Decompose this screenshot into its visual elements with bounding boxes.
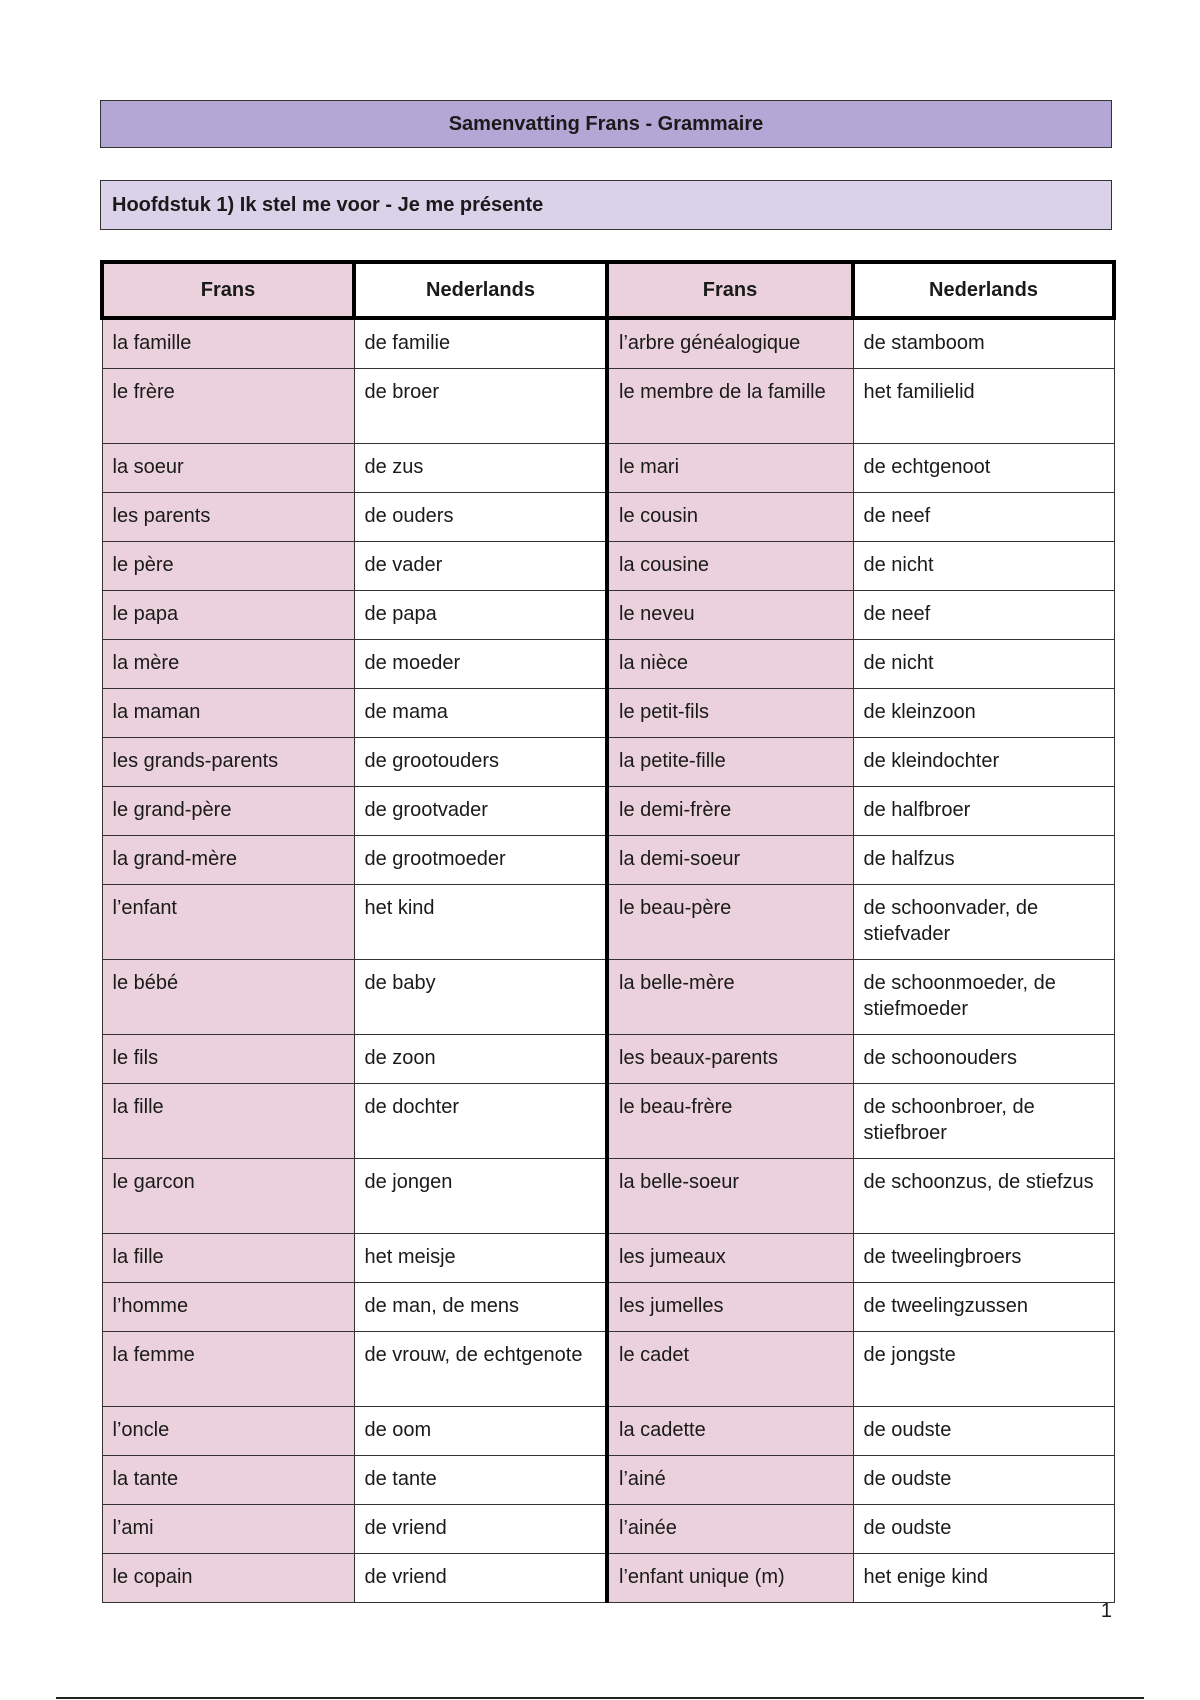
french-word-left: l’homme [102, 1283, 354, 1332]
dutch-word-left: de vriend [354, 1505, 607, 1554]
table-row [102, 542, 1114, 591]
dutch-word-right: de tweelingzussen [853, 1283, 1114, 1332]
french-word-right: le cousin [607, 493, 853, 542]
french-word-right: l’ainée [607, 1505, 853, 1554]
french-word-left: les grands-parents [102, 738, 354, 787]
table-row [102, 885, 1114, 960]
dutch-word-left: de familie [354, 318, 607, 369]
header-french-left: Frans [102, 262, 354, 318]
table-row [102, 1332, 1114, 1407]
french-word-right: les beaux-parents [607, 1035, 853, 1084]
french-word-left: le père [102, 542, 354, 591]
dutch-word-left: de tante [354, 1456, 607, 1505]
french-word-right: le mari [607, 444, 853, 493]
french-word-left: la maman [102, 689, 354, 738]
document-title: Samenvatting Frans - Grammaire [100, 100, 1112, 148]
french-word-left: le copain [102, 1554, 354, 1603]
dutch-word-right: de oudste [853, 1407, 1114, 1456]
dutch-word-left: de man, de mens [354, 1283, 607, 1332]
dutch-word-left: de grootouders [354, 738, 607, 787]
french-word-right: l’ainé [607, 1456, 853, 1505]
dutch-word-right: het enige kind [853, 1554, 1114, 1603]
dutch-word-left: de vader [354, 542, 607, 591]
french-word-right: la cousine [607, 542, 853, 591]
french-word-right: la cadette [607, 1407, 853, 1456]
french-word-right: le demi-frère [607, 787, 853, 836]
dutch-word-left: de zus [354, 444, 607, 493]
table-row [102, 640, 1114, 689]
table-body [102, 318, 1114, 1603]
table-row [102, 1084, 1114, 1159]
french-word-right: le petit-fils [607, 689, 853, 738]
table-row [102, 1505, 1114, 1554]
dutch-word-right: de schoonmoeder, de stiefmoeder [853, 960, 1114, 1035]
table-row [102, 369, 1114, 444]
table-header-row [102, 262, 1114, 318]
dutch-word-left: de broer [354, 369, 607, 444]
table-row [102, 1407, 1114, 1456]
french-word-left: le garcon [102, 1159, 354, 1234]
french-word-left: le papa [102, 591, 354, 640]
dutch-word-right: de nicht [853, 640, 1114, 689]
dutch-word-left: de moeder [354, 640, 607, 689]
dutch-word-right: het familielid [853, 369, 1114, 444]
dutch-word-right: de stamboom [853, 318, 1114, 369]
french-word-left: le frère [102, 369, 354, 444]
dutch-word-left: het meisje [354, 1234, 607, 1283]
french-word-right: le beau-père [607, 885, 853, 960]
dutch-word-right: de schoonzus, de stiefzus [853, 1159, 1114, 1234]
dutch-word-left: de papa [354, 591, 607, 640]
dutch-word-left: de ouders [354, 493, 607, 542]
french-word-right: l’enfant unique (m) [607, 1554, 853, 1603]
table-row [102, 1159, 1114, 1234]
french-word-left: les parents [102, 493, 354, 542]
french-word-left: la soeur [102, 444, 354, 493]
french-word-left: le grand-père [102, 787, 354, 836]
french-word-left: la grand-mère [102, 836, 354, 885]
table-row [102, 738, 1114, 787]
dutch-word-right: de oudste [853, 1505, 1114, 1554]
vocabulary-table [100, 260, 1116, 1603]
dutch-word-right: de neef [853, 493, 1114, 542]
french-word-right: le cadet [607, 1332, 853, 1407]
french-word-right: l’arbre généalogique [607, 318, 853, 369]
french-word-right: la demi-soeur [607, 836, 853, 885]
chapter-heading: Hoofdstuk 1) Ik stel me voor - Je me présente [100, 180, 1112, 230]
french-word-right: les jumeaux [607, 1234, 853, 1283]
dutch-word-left: de dochter [354, 1084, 607, 1159]
french-word-right: la petite-fille [607, 738, 853, 787]
header-dutch-left: Nederlands [354, 262, 607, 318]
dutch-word-right: de jongste [853, 1332, 1114, 1407]
dutch-word-left: de grootvader [354, 787, 607, 836]
dutch-word-left: de oom [354, 1407, 607, 1456]
dutch-word-left: het kind [354, 885, 607, 960]
footer-divider [56, 1697, 1144, 1699]
french-word-left: la fille [102, 1084, 354, 1159]
dutch-word-left: de baby [354, 960, 607, 1035]
dutch-word-right: de schoonvader, de stiefvader [853, 885, 1114, 960]
dutch-word-left: de zoon [354, 1035, 607, 1084]
table-row [102, 591, 1114, 640]
dutch-word-left: de jongen [354, 1159, 607, 1234]
dutch-word-right: de kleindochter [853, 738, 1114, 787]
dutch-word-right: de kleinzoon [853, 689, 1114, 738]
french-word-right: le beau-frère [607, 1084, 853, 1159]
page-number: 1 [1100, 1600, 1112, 1622]
french-word-left: la mère [102, 640, 354, 689]
french-word-right: le neveu [607, 591, 853, 640]
table-row [102, 493, 1114, 542]
dutch-word-right: de schoonouders [853, 1035, 1114, 1084]
dutch-word-right: de echtgenoot [853, 444, 1114, 493]
dutch-word-right: de tweelingbroers [853, 1234, 1114, 1283]
table-row [102, 1456, 1114, 1505]
table-row [102, 1234, 1114, 1283]
table-row [102, 444, 1114, 493]
dutch-word-left: de grootmoeder [354, 836, 607, 885]
header-dutch-right: Nederlands [853, 262, 1114, 318]
dutch-word-left: de vriend [354, 1554, 607, 1603]
french-word-left: la femme [102, 1332, 354, 1407]
french-word-right: le membre de la famille [607, 369, 853, 444]
dutch-word-right: de oudste [853, 1456, 1114, 1505]
table-row [102, 318, 1114, 369]
french-word-left: l’enfant [102, 885, 354, 960]
french-word-right: la belle-soeur [607, 1159, 853, 1234]
french-word-right: les jumelles [607, 1283, 853, 1332]
dutch-word-right: de halfzus [853, 836, 1114, 885]
french-word-left: la tante [102, 1456, 354, 1505]
french-word-left: l’ami [102, 1505, 354, 1554]
table-row [102, 787, 1114, 836]
french-word-right: la belle-mère [607, 960, 853, 1035]
table-row [102, 836, 1114, 885]
french-word-left: la fille [102, 1234, 354, 1283]
table-row [102, 1283, 1114, 1332]
dutch-word-right: de neef [853, 591, 1114, 640]
dutch-word-left: de mama [354, 689, 607, 738]
table-row [102, 689, 1114, 738]
table-row [102, 960, 1114, 1035]
header-french-right: Frans [607, 262, 853, 318]
french-word-left: la famille [102, 318, 354, 369]
french-word-right: la nièce [607, 640, 853, 689]
table-row [102, 1035, 1114, 1084]
french-word-left: l’oncle [102, 1407, 354, 1456]
table-row [102, 1554, 1114, 1603]
dutch-word-right: de schoonbroer, de stiefbroer [853, 1084, 1114, 1159]
dutch-word-right: de halfbroer [853, 787, 1114, 836]
french-word-left: le bébé [102, 960, 354, 1035]
dutch-word-left: de vrouw, de echtgenote [354, 1332, 607, 1407]
dutch-word-right: de nicht [853, 542, 1114, 591]
french-word-left: le fils [102, 1035, 354, 1084]
